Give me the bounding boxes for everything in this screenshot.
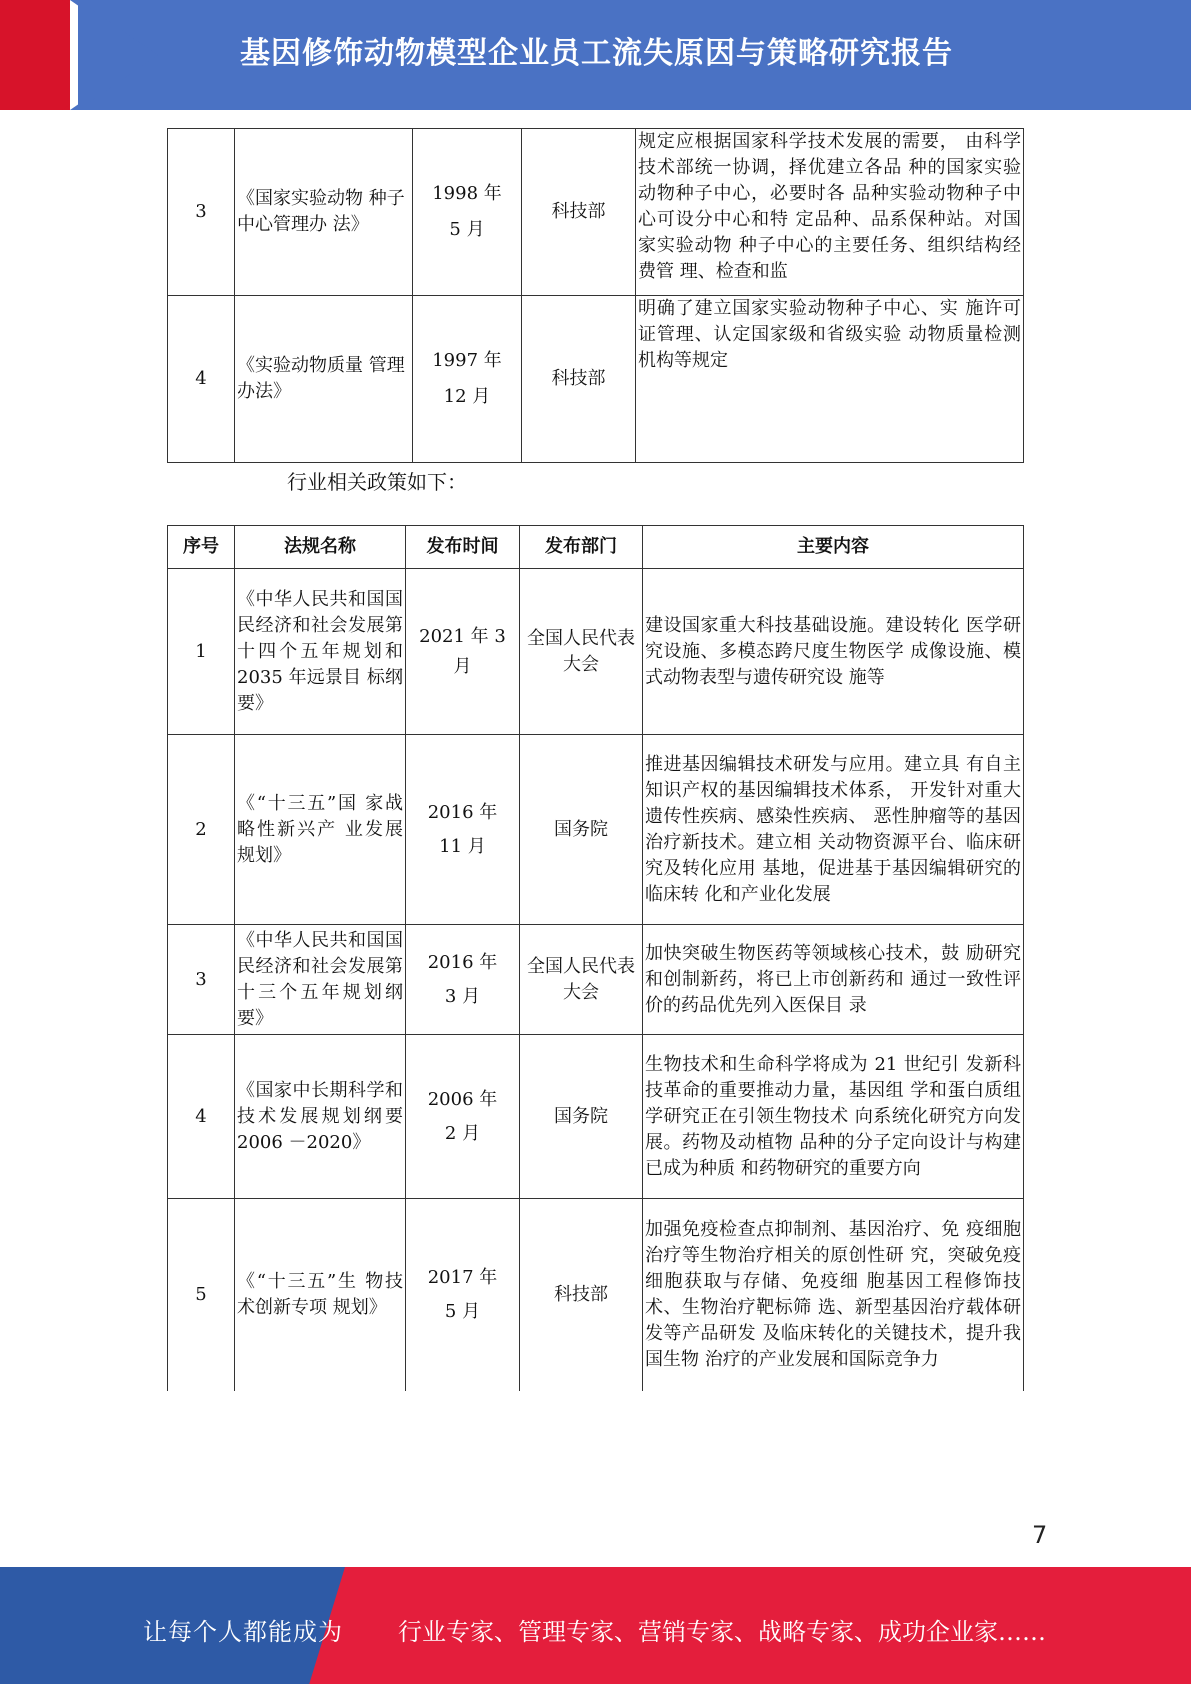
row-number: 1 bbox=[168, 569, 235, 735]
column-header-name: 法规名称 bbox=[235, 526, 406, 569]
publish-department: 全国人民代表大会 bbox=[520, 569, 643, 735]
regulation-name: 《国家中长期科学和技术发展规划纲要 2006 －2020》 bbox=[235, 1035, 406, 1199]
publish-department: 科技部 bbox=[522, 296, 636, 463]
publish-department: 科技部 bbox=[520, 1199, 643, 1391]
main-content: 生物技术和生命科学将成为 21 世纪引 发新科技革命的重要推动力量，基因组 学和蛋白质组学研究正在引领生物技术 向系统化研究方向发展。药物及动植物 品种的分子定向设计与构建已成为种质 和药物研究的重要方向 bbox=[643, 1035, 1024, 1199]
footer-slogan-right: 行业专家、管理专家、营销专家、战略专家、成功企业家…… bbox=[398, 1618, 1046, 1646]
publish-time: 2017 年 5 月 bbox=[406, 1199, 520, 1391]
regulation-name: 《中华人民共和国国民经济和社会发展第十四个五年规划和 2035 年远景目 标纲要》 bbox=[235, 569, 406, 735]
table-row bbox=[168, 296, 1024, 463]
column-header-content: 主要内容 bbox=[643, 526, 1024, 569]
publish-time: 2016 年 3 月 bbox=[406, 925, 520, 1035]
regulation-name: 《“十三五”国 家战略性新兴产 业发展规划》 bbox=[235, 735, 406, 925]
page-title: 基因修饰动物模型企业员工流失原因与策略研究报告 bbox=[240, 36, 953, 71]
table-row bbox=[168, 925, 1024, 1035]
main-content: 加强免疫检查点抑制剂、基因治疗、免 疫细胞治疗等生物治疗相关的原创性研 究，突破免疫细胞获取与存储、免疫细 胞基因工程修饰技术、生物治疗靶标筛 选、新型基因治疗载体研发等产品研发 及临床转化的关键技术，提升我国生物 治疗的产业发展和国际竞争力 bbox=[643, 1199, 1024, 1391]
header-banner bbox=[0, 0, 1191, 110]
table-row bbox=[168, 1199, 1024, 1391]
publish-time: 2016 年 11 月 bbox=[406, 735, 520, 925]
column-header-number: 序号 bbox=[168, 526, 235, 569]
row-number: 4 bbox=[168, 1035, 235, 1199]
table-row bbox=[168, 1035, 1024, 1199]
column-header-time: 发布时间 bbox=[406, 526, 520, 569]
main-content: 明确了建立国家实验动物种子中心、实 施许可证管理、认定国家级和省级实验 动物质量检测机构等规定 bbox=[636, 296, 1024, 463]
row-number: 5 bbox=[168, 1199, 235, 1391]
publish-time: 1997 年 12 月 bbox=[413, 296, 522, 463]
header-red-block bbox=[0, 0, 70, 110]
regulation-name: 《实验动物质量 管理办法》 bbox=[235, 296, 413, 463]
publish-time: 2006 年 2 月 bbox=[406, 1035, 520, 1199]
publish-department: 国务院 bbox=[520, 735, 643, 925]
publish-department: 国务院 bbox=[520, 1035, 643, 1199]
publish-time: 1998 年 5 月 bbox=[413, 129, 522, 296]
row-number: 3 bbox=[168, 129, 235, 296]
table-header-row bbox=[168, 526, 1024, 569]
column-header-department: 发布部门 bbox=[520, 526, 643, 569]
row-number: 3 bbox=[168, 925, 235, 1035]
table-row bbox=[168, 569, 1024, 735]
footer-slogan-left: 让每个人都能成为 bbox=[143, 1618, 343, 1646]
publish-department: 科技部 bbox=[522, 129, 636, 296]
regulation-name: 《“十三五”生 物技术创新专项 规划》 bbox=[235, 1199, 406, 1391]
header-blue-chevron bbox=[78, 0, 158, 110]
row-number: 2 bbox=[168, 735, 235, 925]
continued-regulation-table bbox=[167, 128, 1024, 463]
publish-time: 2021 年 3 月 bbox=[406, 569, 520, 735]
main-content: 建设国家重大科技基础设施。建设转化 医学研究设施、多模态跨尺度生物医学 成像设施、模式动物表型与遗传研究设 施等 bbox=[643, 569, 1024, 735]
industry-policy-table bbox=[167, 525, 1024, 1391]
main-content: 规定应根据国家科学技术发展的需要， 由科学技术部统一协调，择优建立各品 种的国家实验动物种子中心，必要时各 品种实验动物种子中心可设分中心和特 定品种、品系保种站。对国家实验动物 种子中心的主要任务、组织结构经费管 理、检查和监 bbox=[636, 129, 1024, 296]
regulation-name: 《国家实验动物 种子中心管理办 法》 bbox=[235, 129, 413, 296]
regulation-name: 《中华人民共和国国民经济和社会发展第十三个五年规划纲要》 bbox=[235, 925, 406, 1035]
row-number: 4 bbox=[168, 296, 235, 463]
footer-banner bbox=[0, 1567, 1191, 1684]
main-content: 加快突破生物医药等领域核心技术，鼓 励研究和创制新药，将已上市创新药和 通过一致性评价的药品优先列入医保目 录 bbox=[643, 925, 1024, 1035]
main-content: 推进基因编辑技术研发与应用。建立具 有自主知识产权的基因编辑技术体系， 开发针对重大遗传性疾病、感染性疾病、 恶性肿瘤等的基因治疗新技术。建立相 关动物资源平台、临床研究及转化应用 基地，促进基于基因编辑研究的临床转 化和产业化发展 bbox=[643, 735, 1024, 925]
publish-department: 全国人民代表大会 bbox=[520, 925, 643, 1035]
table-row bbox=[168, 129, 1024, 296]
section-lead-text: 行业相关政策如下： bbox=[287, 470, 467, 494]
table-row bbox=[168, 735, 1024, 925]
page-number: 7 bbox=[1032, 1521, 1048, 1549]
